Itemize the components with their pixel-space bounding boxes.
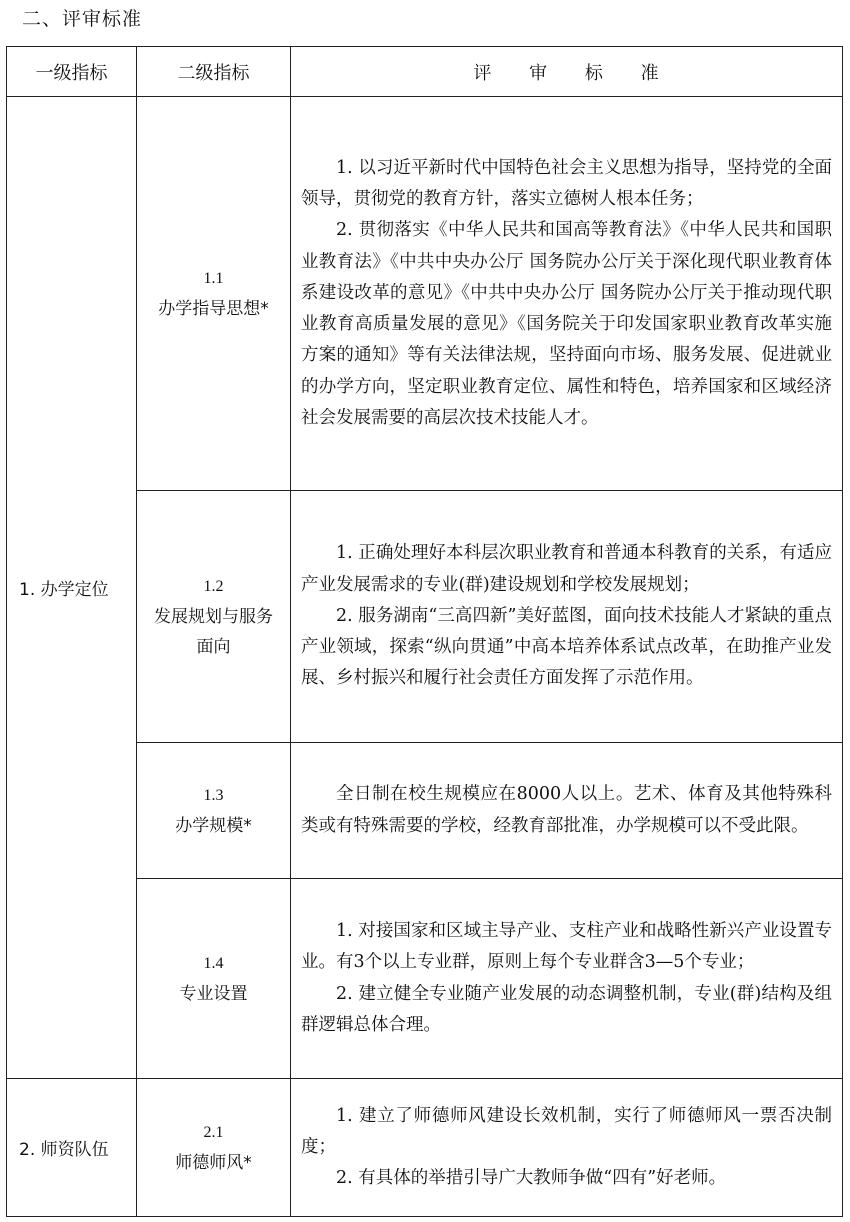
section-heading: 二、评审标准: [22, 8, 143, 30]
indicator-name: 办学规模*: [175, 815, 252, 836]
indicator-name: 师德师风*: [175, 1152, 252, 1173]
header-level1: 一级指标: [7, 47, 137, 97]
standard-cell: [291, 743, 843, 879]
standard-paragraph: 2. 建立健全专业随产业发展的动态调整机制，专业(群)结构及组群逻辑总体合理。: [301, 983, 832, 1035]
level1-cell-positioning: 1. 办学定位: [7, 97, 137, 1079]
standard-paragraph: 1. 以习近平新时代中国特色社会主义思想为指导，坚持党的全面领导，贯彻党的教育方针，落实立德树人根本任务；: [301, 157, 832, 209]
standard-paragraph: 2. 有具体的举措引导广大教师争做“四有”好老师。: [336, 1168, 727, 1189]
review-criteria-table: [6, 46, 843, 1217]
standard-cell: [291, 879, 843, 1079]
indicator-number: 1.4: [203, 954, 224, 972]
indicator-name: 专业设置: [179, 983, 248, 1004]
level1-cell-faculty: 2. 师资队伍: [7, 1079, 137, 1217]
indicator-number: 1.1: [203, 269, 224, 287]
standard-cell: [291, 97, 843, 491]
level2-cell: [137, 1079, 291, 1217]
indicator-number: 1.2: [203, 577, 224, 595]
table-header-row: [7, 47, 843, 97]
standard-paragraph: 1. 对接国家和区域主导产业、支柱产业和战略性新兴产业设置专业。有3个以上专业群，原则上每个专业群含3—5个专业；: [301, 920, 832, 973]
standard-cell: [291, 491, 843, 743]
table-row: [7, 97, 843, 491]
standard-paragraph: 全日制在校生规模应在8000人以上。艺术、体育及其他特殊科类或有特殊需要的学校，经教育部批准，办学规模可以不受此限。: [301, 784, 832, 836]
indicator-name: 发展规划与服务面向: [154, 606, 273, 657]
indicator-name: 办学指导思想*: [158, 298, 269, 319]
level2-cell: [137, 743, 291, 879]
header-level2: 二级指标: [137, 47, 291, 97]
standard-cell: [291, 1079, 843, 1217]
table-row: [7, 1079, 843, 1217]
level2-cell: [137, 97, 291, 491]
standard-paragraph: 2. 贯彻落实《中华人民共和国高等教育法》《中华人民共和国职业教育法》《中共中央办公厅 国务院办公厅关于深化现代职业教育体系建设改革的意见》《中共中央办公厅 国务院办公厅关于推动现代职业教育高质量发展的意见》《国务院关于印发国家职业教育改革实施方案的通知》等有关法律法规，坚持面向市场、服务发展、促进就业的办学方向，坚定职业教育定位、属性和特色，培养国家和区域经济社会发展需要的高层次技术技能人才。: [301, 220, 832, 429]
indicator-number: 2.1: [203, 1123, 224, 1141]
level2-cell: [137, 879, 291, 1079]
standard-paragraph: 2. 服务湖南“三高四新”美好蓝图，面向技术技能人才紧缺的重点产业领域，探索“纵向贯通”中高本培养体系试点改革，在助推产业发展、乡村振兴和履行社会责任方面发挥了示范作用。: [301, 605, 832, 689]
level2-cell: [137, 491, 291, 743]
header-standard: 评 审 标 准: [291, 47, 843, 97]
standard-paragraph: 1. 建立了师德师风建设长效机制，实行了师德师风一票否决制度；: [301, 1105, 832, 1157]
indicator-number: 1.3: [203, 786, 224, 804]
standard-paragraph: 1. 正确处理好本科层次职业教育和普通本科教育的关系，有适应产业发展需求的专业(群)建设规划和学校发展规划；: [301, 543, 832, 595]
